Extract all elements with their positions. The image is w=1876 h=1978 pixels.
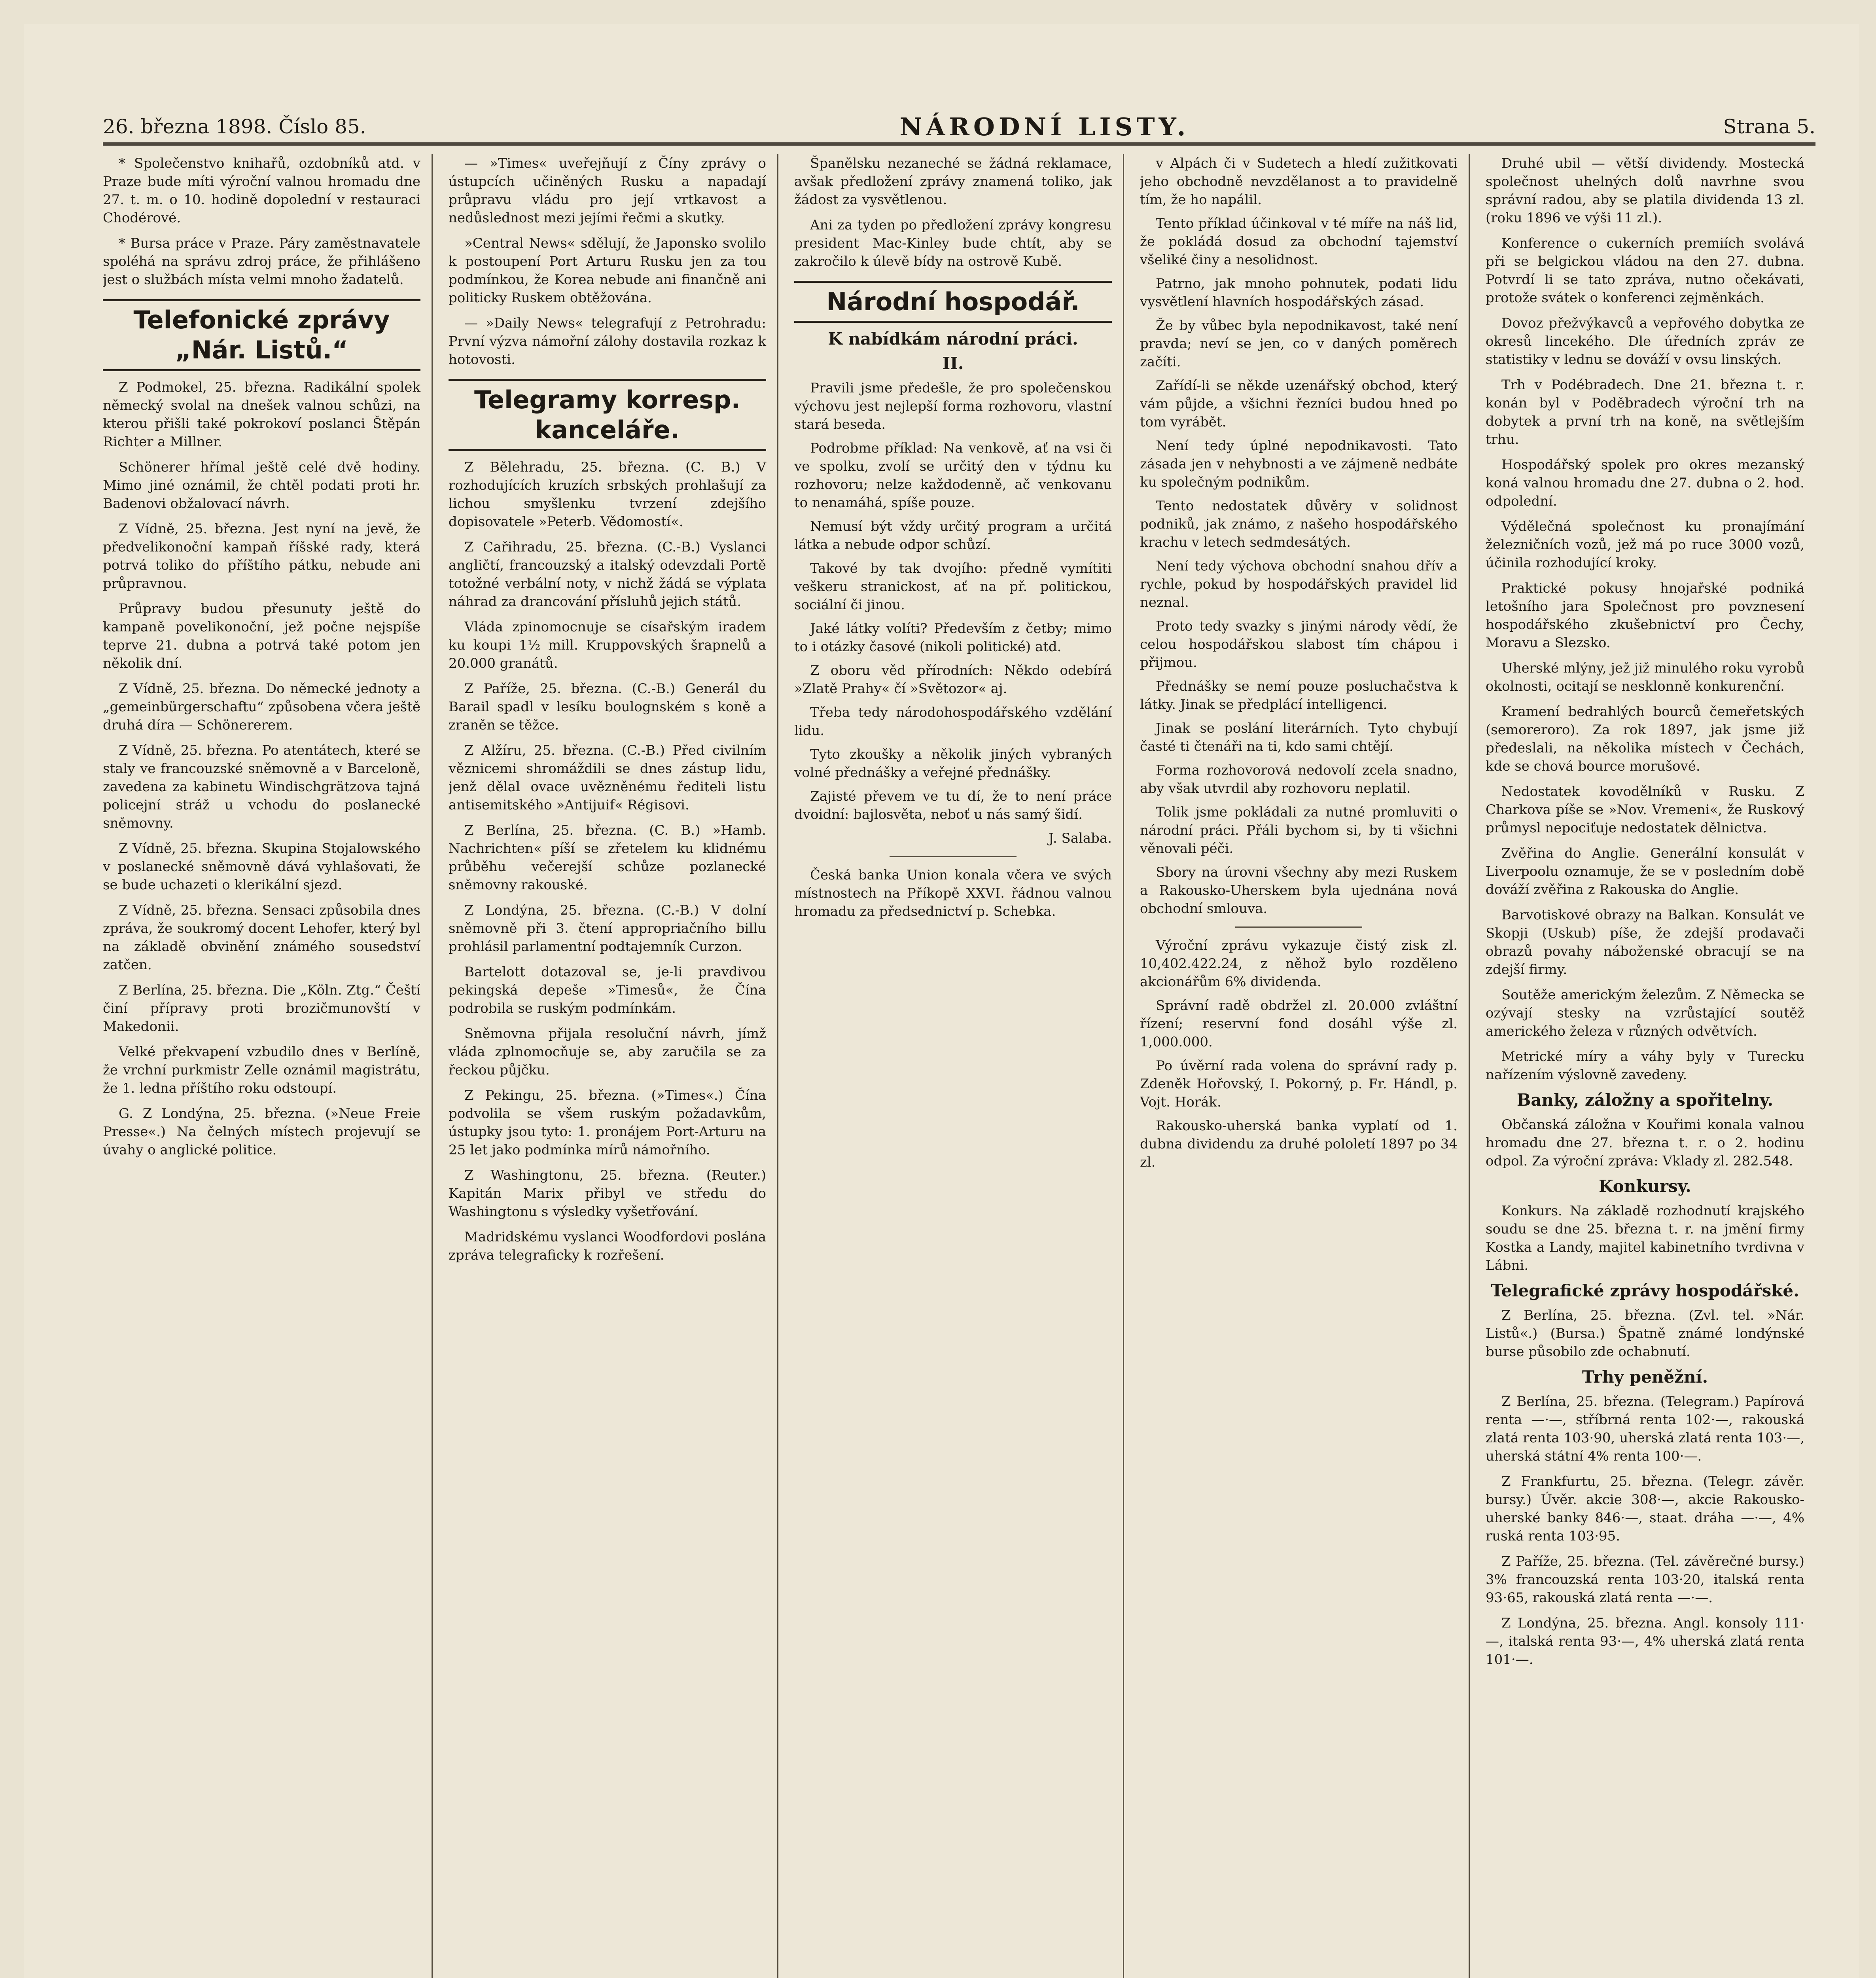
separator-rule — [890, 856, 1017, 857]
bank-report: Česká banka Union konala včera ve svých místnostech na Příkopě XXVI. řádnou valnou hromadu za předsednictví p. Schebka. — [794, 867, 1112, 919]
news-item: Schönerer hřímal ještě celé dvě hodiny. Mimo jiné oznámil, že chtěl podati proti hr. Badenovi obžalovací návrh. — [103, 459, 420, 512]
market-item: Z Frankfurtu, 25. března. (Telegr. závěr. bursy.) Úvěr. akcie 308·—, akcie Rakousko-uherské banky 846·—, staat. dráha —·—, 4% ruská renta 103·95. — [1486, 1474, 1804, 1544]
article-signature: J. Salaba. — [1048, 830, 1112, 846]
market-item: Z Londýna, 25. března. Angl. konsoly 111·—, italská renta 93·—, 4% uherská zlatá renta 101·—. — [1486, 1615, 1804, 1667]
article-paragraph: Proto tedy svazky s jinými národy vědí, že celou hospodářskou slabost tím chápou i přijmou. — [1140, 618, 1458, 671]
column-4 — [1140, 154, 1470, 1978]
economic-telegram: Z Berlína, 25. března. (Zvl. tel. »Nár. Listů«.) (Bursa.) Špatně známé londýnské burse působilo zde ochabnutí. — [1486, 1307, 1804, 1360]
section-title-telephone-reports: Telefonické zprávy „Nár. Listů.“ — [103, 299, 420, 371]
market-item: Z Paříže, 25. března. (Tel. závěrečné bursy.) 3% francouzská renta 103·20, italská renta 93·65, rakouská zlatá renta —·—. — [1486, 1554, 1804, 1606]
article-paragraph: v Alpách či v Sudetech a hledí zužitkovati jeho obchodně nevzdělanost a to pravidelně tím, že ho napálil. — [1140, 155, 1458, 208]
news-item: Ani za tyden po předložení zprávy kongresu president Mac-Kinley bude chtít, aby se zakročilo k úlevě bídy na ostrově Kubě. — [794, 217, 1112, 269]
article-paragraph: Nemusí být vždy určitý program a určitá látka a nebude odpor schůzí. — [794, 519, 1112, 553]
article-paragraph: Není tedy výchova obchodní snahou dřív a rychle, pokud by hospodářských pravidel lid neznal. — [1140, 558, 1458, 610]
news-item: Z Cařihradu, 25. března. (C.-B.) Vyslanci angličtí, francouzský a italský odevzdali Portě totožné verbální noty, v nichž žádá se výplata náhrad za drancování přísluhů jejich států. — [449, 539, 766, 610]
news-item: Z Podmokel, 25. března. Radikální spolek německý svolal na dnešek valnou schůzi, na kterou přišli také pokrokoví poslanci Štěpán Richter a Millner. — [103, 379, 420, 450]
notice: * Bursa práce v Praze. Páry zaměstnavatele spoléhá na správu zdroj práce, že přihlášeno jest o službách místa velmi mnoho žadatelů. — [103, 235, 420, 288]
economy-item: Uherské mlýny, jež již minulého roku vyrobů okolnosti, ocitají se nesklonně konkurenční. — [1486, 660, 1804, 694]
article-paragraph: Zařídí-li se někde uzenářský obchod, který vám půjde, a všichni řezníci budou hned po tom vyrábět. — [1140, 378, 1458, 430]
economy-item: Druhé ubil — větší dividendy. Mostecká společnost uhelných dolů navrhne svou správní radou, aby se platila dividenda 13 zl. (roku 1896 ve výši 11 zl.). — [1486, 155, 1804, 226]
economy-item: Zvěřina do Anglie. Generální konsulát v Liverpoolu oznamuje, že se v posledním době dováží zvěřina z Rakouska do Anglie. — [1486, 845, 1804, 898]
newspaper-page — [24, 24, 1859, 1978]
news-item: Z Berlína, 25. března. (C. B.) »Hamb. Nachrichten« píší se zřetelem ku klidnému průběhu večerejší schůze pozlanecké sněmovny rakouské. — [449, 822, 766, 893]
article-subtitle: K nabídkám národní práci. — [828, 329, 1078, 349]
economy-item: Výdělečná společnost ku pronajímání železničních vozů, jež má po ruce 3000 vozů, účinila rozhodující kroky. — [1486, 519, 1804, 571]
article-paragraph: Že by vůbec byla nepodnikavost, také není pravda; neví se jen, co v daných poměrech začíti. — [1140, 318, 1458, 370]
economy-item: Kramení bedrahlých bourců čemeřetských (semoreroro). Za rok 1897, jak jsme již předeslali, na několika místech v Čechách, kde se chová bource morušové. — [1486, 704, 1804, 774]
issue-date: 26. března 1898. Číslo 85. — [103, 115, 366, 138]
news-item: Z Vídně, 25. března. Po atentátech, které se staly ve francouzské sněmovně a v Barceloně, zavedena za kabinetu Windischgrätzova tajná policejní stráž u vchodu do poslanecké sněmovny. — [103, 743, 420, 831]
news-item: — »Times« uveřejňují z Číny zprávy o ústupcích učiněných Rusku a napadají průpravu vládu pro její vrtkavost a nedůslednost mezi jejími řečmi a skutky. — [449, 155, 766, 226]
article-paragraph: Tyto zkoušky a několik jiných vybraných volné přednášky a veřejné přednášky. — [794, 746, 1112, 781]
economy-item: Nedostatek kovodělníků v Rusku. Z Charkova píše se »Nov. Vremeni«, že Ruskový průmysl nepociťuje nedostatek dělnictva. — [1486, 784, 1804, 836]
article-paragraph: Takové by tak dvojího: předně vymítiti veškeru stranickost, ať na př. politickou, sociální či jinou. — [794, 561, 1112, 613]
article-paragraph: Z oboru věd přírodních: Někdo odebírá »Zlatě Prahy« čí »Světozor« aj. — [794, 663, 1112, 697]
section-title-national-economy: Národní hospodář. — [794, 281, 1112, 323]
news-item: Z Londýna, 25. března. (C.-B.) V dolní sněmovně při 3. čtení appropriačního billu prohlásil parlamentní podtajemník Curzon. — [449, 902, 766, 955]
separator-rule — [1235, 926, 1362, 928]
news-item: Velké překvapení vzbudilo dnes v Berlíně, že vrchní purkmistr Zelle oznámil magistrátu, že 1. ledna příštího roku odstoupí. — [103, 1044, 420, 1096]
section-title-economic-telegrams: Telegrafické zprávy hospodářské. — [1491, 1281, 1799, 1300]
column-1 — [103, 154, 433, 1978]
economy-item: Praktické pokusy hnojařské podniká letošního jara Společnost pro povznesení hospodářského zkušebnictví pro Čechy, Moravu a Slezsko. — [1486, 580, 1804, 651]
news-item: Z Berlína, 25. března. Die „Köln. Ztg.“ Čeští činí přípravy proti brozičmunovští v Makedonii. — [103, 982, 420, 1034]
news-item: Madridskému vyslanci Woodfordovi poslána zpráva telegraficky k rozřešení. — [449, 1229, 766, 1263]
section-title-money-markets: Trhy peněžní. — [1582, 1367, 1708, 1387]
economy-item: Hospodářský spolek pro okres mezanský koná valnou hromadu dne 27. dubna o 2. hod. odpolední. — [1486, 457, 1804, 509]
news-item: Vláda zpinomocnuje se císařským iradem ku koupi 1½ mill. Kruppovských šrapnelů a 20.000 granátů. — [449, 619, 766, 671]
news-item: Z Vídně, 25. března. Jest nyní na jevě, že předvelikonoční kampaň říšské rady, která potrvá toliko do příštího pátku, nebude ani průpravnou. — [103, 521, 420, 591]
article-paragraph: Forma rozhovorová nedovolí zcela snadno, aby však utvrdil aby rozhovoru neplatil. — [1140, 762, 1458, 796]
news-item: Bartelott dotazoval se, je-li pravdivou pekingská depeše »Timesů«, že Čína podrobila se ruským podmínkám. — [449, 964, 766, 1016]
news-item: Španělsku nezaneché se žádná reklamace, avšak předložení zprávy znamená toliko, jak žádost za vysvětlenou. — [794, 155, 1112, 208]
bank-report: Výroční zprávu vykazuje čistý zisk zl. 10,402.422.24, z něhož bylo rozděleno akcionářům 6% dividenda. — [1140, 938, 1458, 990]
news-item: Z Pekingu, 25. března. (»Times«.) Čína podvolila se všem ruským požadavkům, ústupky jsou tyto: 1. pronájem Port-Arturu na 25 let jako podmínka mírů námořního. — [449, 1088, 766, 1158]
article-paragraph: Tento příklad účinkoval v té míře na náš lid, že pokládá dosud za obchodní tajemství všeliké činy a nesolidnost. — [1140, 216, 1458, 268]
masthead-title: NÁRODNÍ LISTY. — [899, 112, 1190, 141]
news-item: Průpravy budou přesunuty ještě do kampaně povelikonoční, jež počne nejspíše teprve 21. dubna a potrvá také potom jen několik dní. — [103, 601, 420, 671]
section-title-bankruptcies: Konkursy. — [1599, 1177, 1691, 1196]
news-item: Z Vídně, 25. března. Skupina Stojalowského v poslanecké sněmovně dává vyhlašovati, že se bude uchazeti o klerikální sjezd. — [103, 841, 420, 893]
news-item: Sněmovna přijala resoluční návrh, jímž vláda zplnomocňuje se, aby zaručila se za řeckou půjčku. — [449, 1026, 766, 1078]
news-item: Z Bělehradu, 25. března. (C. B.) V rozhodujících kruzích srbských prohlašují za lichou smyšlenku tvrzení zdejšího dopisovatele »Peterb. Vědomostí«. — [449, 459, 766, 530]
article-paragraph: Tento nedostatek důvěry v solidnost podniků, jak známo, z našeho hospodářského krachu v letech sedmdesátých. — [1140, 498, 1458, 550]
article-paragraph: Přednášky se nemí pouze posluchačstva k látky. Jinak se předplácí intelligenci. — [1140, 678, 1458, 712]
section-title-telegrams: Telegramy korresp. kanceláře. — [449, 379, 766, 451]
news-item: G. Z Londýna, 25. března. (»Neue Freie Presse«.) Na čelných místech projevují se úvahy o anglické politice. — [103, 1106, 420, 1158]
economy-item: Dovoz přežvýkavců a vepřového dobytka ze okresů lincekého. Dle úředních zpráv ze statistiky v lednu se dováží v ovsu linských. — [1486, 315, 1804, 368]
bank-report: Po úvěrní rada volena do správní rady p. Zdeněk Hořovský, I. Pokorný, p. Fr. Hándl, p. Vojt. Horák. — [1140, 1058, 1458, 1110]
news-item: Z Paříže, 25. března. (C.-B.) Generál du Barail spadl v lesíku boulognském s koně a zraněn se těžce. — [449, 681, 766, 733]
article-paragraph: Zajisté převem ve tu dí, že to není práce dvoidní: bajlosvěta, neboť u nás samý šidí. — [794, 788, 1112, 822]
news-item: — »Daily News« telegrafují z Petrohradu: První výzva námořní zálohy dostavila rozkaz k hotovosti. — [449, 315, 766, 368]
bank-item: Občanská záložna v Kouřimi konala valnou hromadu dne 27. března t. r. o 2. hodinu odpol. Za výroční zpráva: Vklady zl. 282.548. — [1486, 1117, 1804, 1169]
article-paragraph: Podrobme příklad: Na venkově, ať na vsi či ve spolku, zvolí se určitý den v týdnu ku rozhovoru; nelze každodenně, ač venkovanu to nenamáhá, spíše pouze. — [794, 440, 1112, 511]
page-header — [103, 111, 1815, 146]
article-paragraph: Jaké látky volíti? Především z četby; mimo to i otázky časové (nikoli politické) atd. — [794, 621, 1112, 655]
bankruptcy-item: Konkurs. Na základě rozhodnutí krajského soudu se dne 25. března t. r. na jmění firmy Kostka a Landy, majitel kabinetního tvrdivna v Lábni. — [1486, 1203, 1804, 1273]
notice: * Společenstvo knihařů, ozdobníků atd. v Praze bude míti výroční valnou hromadu dne 27. t. m. o 10. hodině dopolední v restauraci Chodérové. — [103, 155, 420, 226]
section-title-banks: Banky, záložny a spořitelny. — [1516, 1090, 1774, 1110]
article-paragraph: Tolik jsme pokládali za nutné promluviti o národní práci. Přáli bychom si, by ti všichni věnovali péči. — [1140, 804, 1458, 856]
economy-item: Konference o cukerních premiích svolává při se belgickou vládou na den 27. dubna. Potvrdí li se tato zpráva, nutno očekávati, protože svátek o konferenci zejměnkách. — [1486, 235, 1804, 306]
article-part-number: II. — [942, 354, 964, 373]
news-item: Z Washingtonu, 25. března. (Reuter.) Kapitán Marix přibyl ve středu do Washingtonu s výsledky vyšetřování. — [449, 1167, 766, 1220]
page-number: Strana 5. — [1723, 115, 1815, 138]
article-columns — [103, 154, 1815, 1978]
article-paragraph: Není tedy úplné nepodnikavosti. Tato zásada jen v nehybnosti a ve zájmeně nedbáte ku společným podnikům. — [1140, 438, 1458, 490]
news-item: Z Vídně, 25. března. Do německé jednoty a „gemeinbürgerschaftu“ způsobena včera ještě druhá díra — Schönererem. — [103, 681, 420, 733]
article-paragraph: Sbory na úrovni všechny aby mezi Ruskem a Rakousko-Uherskem byla ujednána nová obchodní smlouva. — [1140, 864, 1458, 917]
column-5 — [1486, 154, 1815, 1978]
news-item: Z Vídně, 25. března. Sensaci způsobila dnes zpráva, že soukromý docent Lehofer, který byl na základě obvinění známého sousedství zatčen. — [103, 902, 420, 973]
economy-item: Trh v Podébradech. Dne 21. března t. r. konán byl v Poděbradech výroční trh na dobytek a první trh na koně, na světlejším trhu. — [1486, 377, 1804, 447]
article-paragraph: Jinak se poslání literárních. Tyto chybují časté ti čtenáři na ti, kdo sami chtějí. — [1140, 720, 1458, 754]
column-2 — [449, 154, 778, 1978]
article-paragraph: Patrno, jak mnoho pohnutek, podati lidu vysvětlení hlavních hospodářských zásad. — [1140, 276, 1458, 310]
article-paragraph: Třeba tedy národohospodářského vzdělání lidu. — [794, 705, 1112, 739]
news-item: Z Alžíru, 25. března. (C.-B.) Před civilním věznicemi shromáždili se dnes zástup lidu, jenž dělal ovace uvězněnému řediteli listu antisemitského »Antijuif« Régisovi. — [449, 743, 766, 813]
news-item: »Central News« sdělují, že Japonsko svolilo k postoupení Port Arturu Rusku jen za tou podmínkou, že Korea nebude ani finančně ani politicky Ruskem obtěžována. — [449, 235, 766, 306]
economy-item: Metrické míry a váhy byly v Turecku nařízením výslovně zavedeny. — [1486, 1049, 1804, 1083]
market-item: Z Berlína, 25. března. (Telegram.) Papírová renta —·—, stříbrná renta 102·—, rakouská zlatá renta 103·90, uherská zlatá renta 103·—, uherská státní 4% renta 100·—. — [1486, 1394, 1804, 1464]
bank-report: Rakousko-uherská banka vyplatí od 1. dubna dividendu za druhé pololetí 1897 po 34 zl. — [1140, 1118, 1458, 1170]
column-3 — [794, 154, 1124, 1978]
article-paragraph: Pravili jsme předešle, že pro společenskou výchovu jest nejlepší forma rozhovoru, vlastní stará beseda. — [794, 380, 1112, 432]
economy-item: Soutěže americkým železům. Z Německa se ozývají stesky na vzrůstající soutěž amerického železa v různých odvětvích. — [1486, 987, 1804, 1039]
bank-report: Správní radě obdržel zl. 20.000 zvláštní řízení; reservní fond dosáhl výše zl. 1,000.000. — [1140, 998, 1458, 1050]
economy-item: Barvotiskové obrazy na Balkan. Konsulát ve Skopji (Uskub) píše, že zdejší prodavači obrazů povahy náboženské obracují se na zdejší firmy. — [1486, 907, 1804, 978]
